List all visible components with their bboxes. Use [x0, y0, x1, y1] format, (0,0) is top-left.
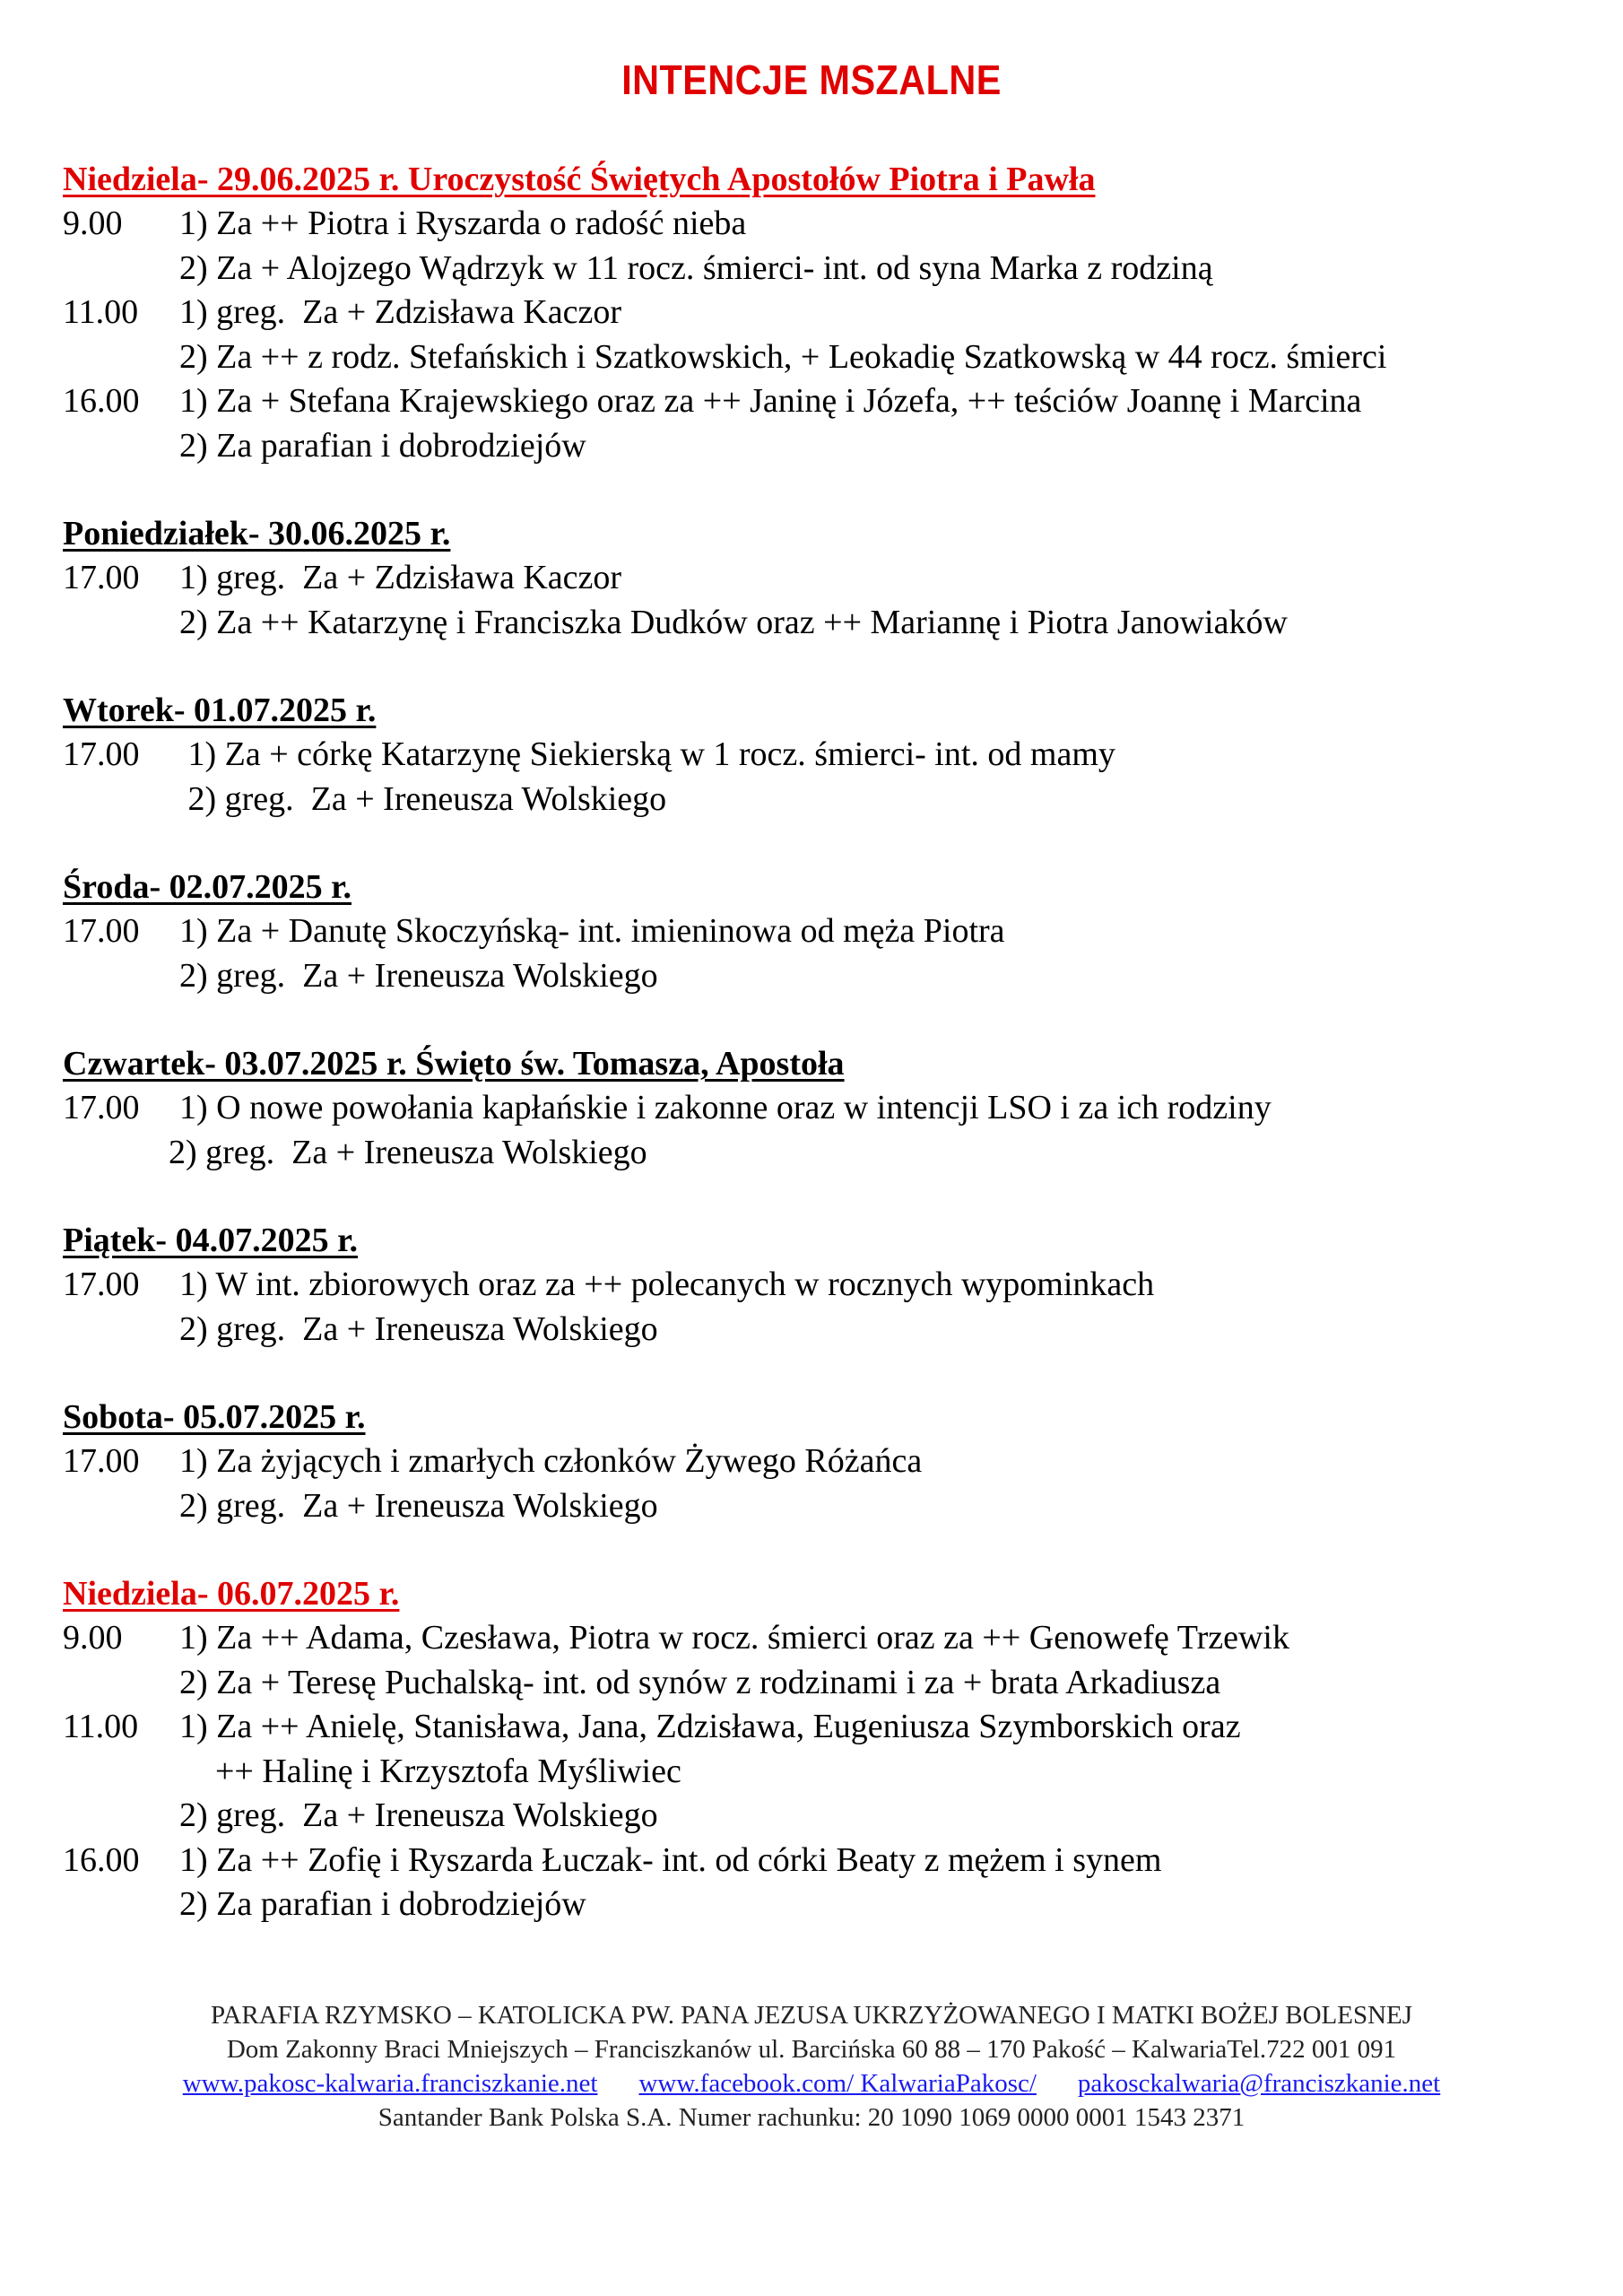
- intention-row: [63, 1263, 1587, 1308]
- intention-text: 2) Za parafian i dobrodziejów: [179, 1885, 586, 1923]
- mass-time: 17.00: [63, 559, 140, 596]
- mass-time: 17.00: [63, 1265, 140, 1303]
- intention-text: 1) O nowe powołania kapłańskie i zakonne oraz w intencji LSO i za ich rodziny: [179, 1089, 1271, 1126]
- mass-time: 17.00: [63, 912, 140, 950]
- intention-text: 1) Za ++ Zofię i Ryszarda Łuczak- int. od córki Beaty z mężem i synem: [179, 1840, 1162, 1879]
- intention-row: [63, 424, 1587, 469]
- intention-row: [63, 1484, 1587, 1529]
- intention-row: [63, 1705, 1587, 1750]
- day-heading: Czwartek- 03.07.2025 r. Święto św. Tomasza, Apostoła: [63, 1045, 845, 1083]
- website-link[interactable]: www.pakosc-kalwaria.franciszkanie.net: [182, 2069, 598, 2098]
- mass-time: 17.00: [63, 1089, 140, 1126]
- footer: [0, 1998, 1623, 2135]
- intention-row: [63, 1883, 1587, 1927]
- intention-row: [63, 733, 1587, 778]
- intention-row: [63, 1131, 1587, 1176]
- intention-text: 2) Za ++ Katarzynę i Franciszka Dudków oraz ++ Mariannę i Piotra Janowiaków: [179, 603, 1288, 641]
- mass-time: 17.00: [63, 1442, 140, 1480]
- intention-row: [63, 379, 1587, 424]
- intention-text: 1) Za ++ Adama, Czesława, Piotra w rocz. śmierci oraz za ++ Genowefę Trzewik: [179, 1619, 1289, 1657]
- intention-text: 2) Za + Alojzego Wądrzyk w 11 rocz. śmierci- int. od syna Marka z rodziną: [179, 248, 1213, 287]
- intention-text: 1) greg. Za + Zdzisława Kaczor: [179, 293, 622, 331]
- day-heading: Piątek- 04.07.2025 r.: [63, 1222, 358, 1259]
- intention-text: 2) greg. Za + Ireneusza Wolskiego: [179, 1486, 658, 1525]
- intention-text: 1) greg. Za + Zdzisława Kaczor: [179, 559, 622, 596]
- day-heading: Niedziela- 06.07.2025 r.: [63, 1575, 400, 1613]
- intention-row: [63, 1794, 1587, 1839]
- mass-time: 16.00: [63, 1840, 140, 1879]
- intention-row: [63, 601, 1587, 646]
- intention-row: [63, 1439, 1587, 1484]
- mass-time: 17.00: [63, 735, 140, 773]
- intention-text: 1) Za żyjących i zmarłych członków Żywego Różańca: [179, 1442, 923, 1480]
- day-block: [63, 688, 1587, 822]
- intention-text: 1) Za + córkę Katarzynę Siekierską w 1 rocz. śmierci- int. od mamy: [179, 735, 1115, 773]
- footer-address: Dom Zakonny Braci Mniejszych – Franciszkanów ul. Barcińska 60 88 – 170 Pakość – KalwariaTel.722 001 091: [226, 2035, 1397, 2064]
- footer-bank-account: Santander Bank Polska S.A. Numer rachunku: 20 1090 1069 0000 0001 1543 2371: [378, 2103, 1245, 2132]
- day-heading: Środa- 02.07.2025 r.: [63, 868, 352, 906]
- intention-text: 2) greg. Za + Ireneusza Wolskiego: [179, 956, 658, 995]
- intention-text: 2) greg. Za + Ireneusza Wolskiego: [179, 1309, 658, 1348]
- intention-row: [63, 778, 1587, 822]
- intention-text: 1) Za ++ Anielę, Stanisława, Jana, Zdzisława, Eugeniusza Szymborskich oraz: [179, 1708, 1241, 1745]
- intention-row: [63, 1308, 1587, 1352]
- intention-row: [63, 556, 1587, 601]
- intention-row: [63, 909, 1587, 954]
- intention-row: [63, 1839, 1587, 1883]
- intention-text: 2) Za ++ z rodz. Stefańskich i Szatkowskich, + Leokadię Szatkowską w 44 rocz. śmierci: [179, 337, 1387, 376]
- intention-row: [63, 247, 1587, 291]
- intention-text: 2) Za parafian i dobrodziejów: [179, 426, 586, 465]
- intention-row: [63, 1086, 1587, 1131]
- intentions-list: [63, 157, 1587, 1970]
- intention-text: ++ Halinę i Krzysztofa Myśliwiec: [215, 1752, 681, 1790]
- mass-time: 9.00: [63, 204, 123, 242]
- page-title: INTENCJE MSZALNE: [621, 57, 1002, 103]
- day-block: [63, 1571, 1587, 1927]
- intention-row: [63, 291, 1587, 335]
- day-block: [63, 157, 1587, 468]
- day-block: [63, 1395, 1587, 1528]
- footer-links: [0, 2066, 1623, 2100]
- day-block: [63, 865, 1587, 998]
- mass-time: 11.00: [63, 1708, 139, 1745]
- day-block: [63, 1041, 1587, 1175]
- intention-text: 1) Za + Danutę Skoczyńską- int. imieninowa od męża Piotra: [179, 912, 1005, 950]
- day-block: [63, 1218, 1587, 1352]
- mass-time: 11.00: [63, 293, 139, 331]
- intention-row: [63, 1750, 1587, 1795]
- intention-text: 2) greg. Za + Ireneusza Wolskiego: [179, 1796, 658, 1834]
- day-heading: Niedziela- 29.06.2025 r. Uroczystość Świętych Apostołów Piotra i Pawła: [63, 161, 1096, 198]
- day-block: [63, 511, 1587, 645]
- intention-row: [63, 1661, 1587, 1706]
- facebook-link[interactable]: www.facebook.com/ KalwariaPakosc/: [638, 2069, 1037, 2098]
- intention-row: [63, 1616, 1587, 1661]
- intention-text: 2) greg. Za + Ireneusza Wolskiego: [179, 779, 667, 818]
- mass-time: 16.00: [63, 382, 140, 420]
- intention-text: 2) Za + Teresę Puchalską- int. od synów z rodzinami i za + brata Arkadiusza: [179, 1663, 1221, 1701]
- intention-row: [63, 202, 1587, 247]
- intention-row: [63, 335, 1587, 380]
- day-heading: Poniedziałek- 30.06.2025 r.: [63, 515, 451, 552]
- intention-text: 1) Za + Stefana Krajewskiego oraz za ++ Janinę i Józefa, ++ teściów Joannę i Marcina: [179, 382, 1362, 420]
- day-heading: Sobota- 05.07.2025 r.: [63, 1398, 366, 1436]
- intention-text: 2) greg. Za + Ireneusza Wolskiego: [169, 1133, 647, 1171]
- day-heading: Wtorek- 01.07.2025 r.: [63, 691, 377, 729]
- mass-time: 9.00: [63, 1619, 123, 1657]
- intention-text: 1) Za ++ Piotra i Ryszarda o radość nieba: [179, 204, 747, 242]
- intention-row: [63, 954, 1587, 999]
- intention-text: 1) W int. zbiorowych oraz za ++ polecanych w rocznych wypominkach: [179, 1265, 1155, 1303]
- email-link[interactable]: pakosckalwaria@franciszkanie.net: [1077, 2069, 1441, 2098]
- footer-parish-name: PARAFIA RZYMSKO – KATOLICKA PW. PANA JEZUSA UKRZYŻOWANEGO I MATKI BOŻEJ BOLESNEJ: [210, 2001, 1413, 2030]
